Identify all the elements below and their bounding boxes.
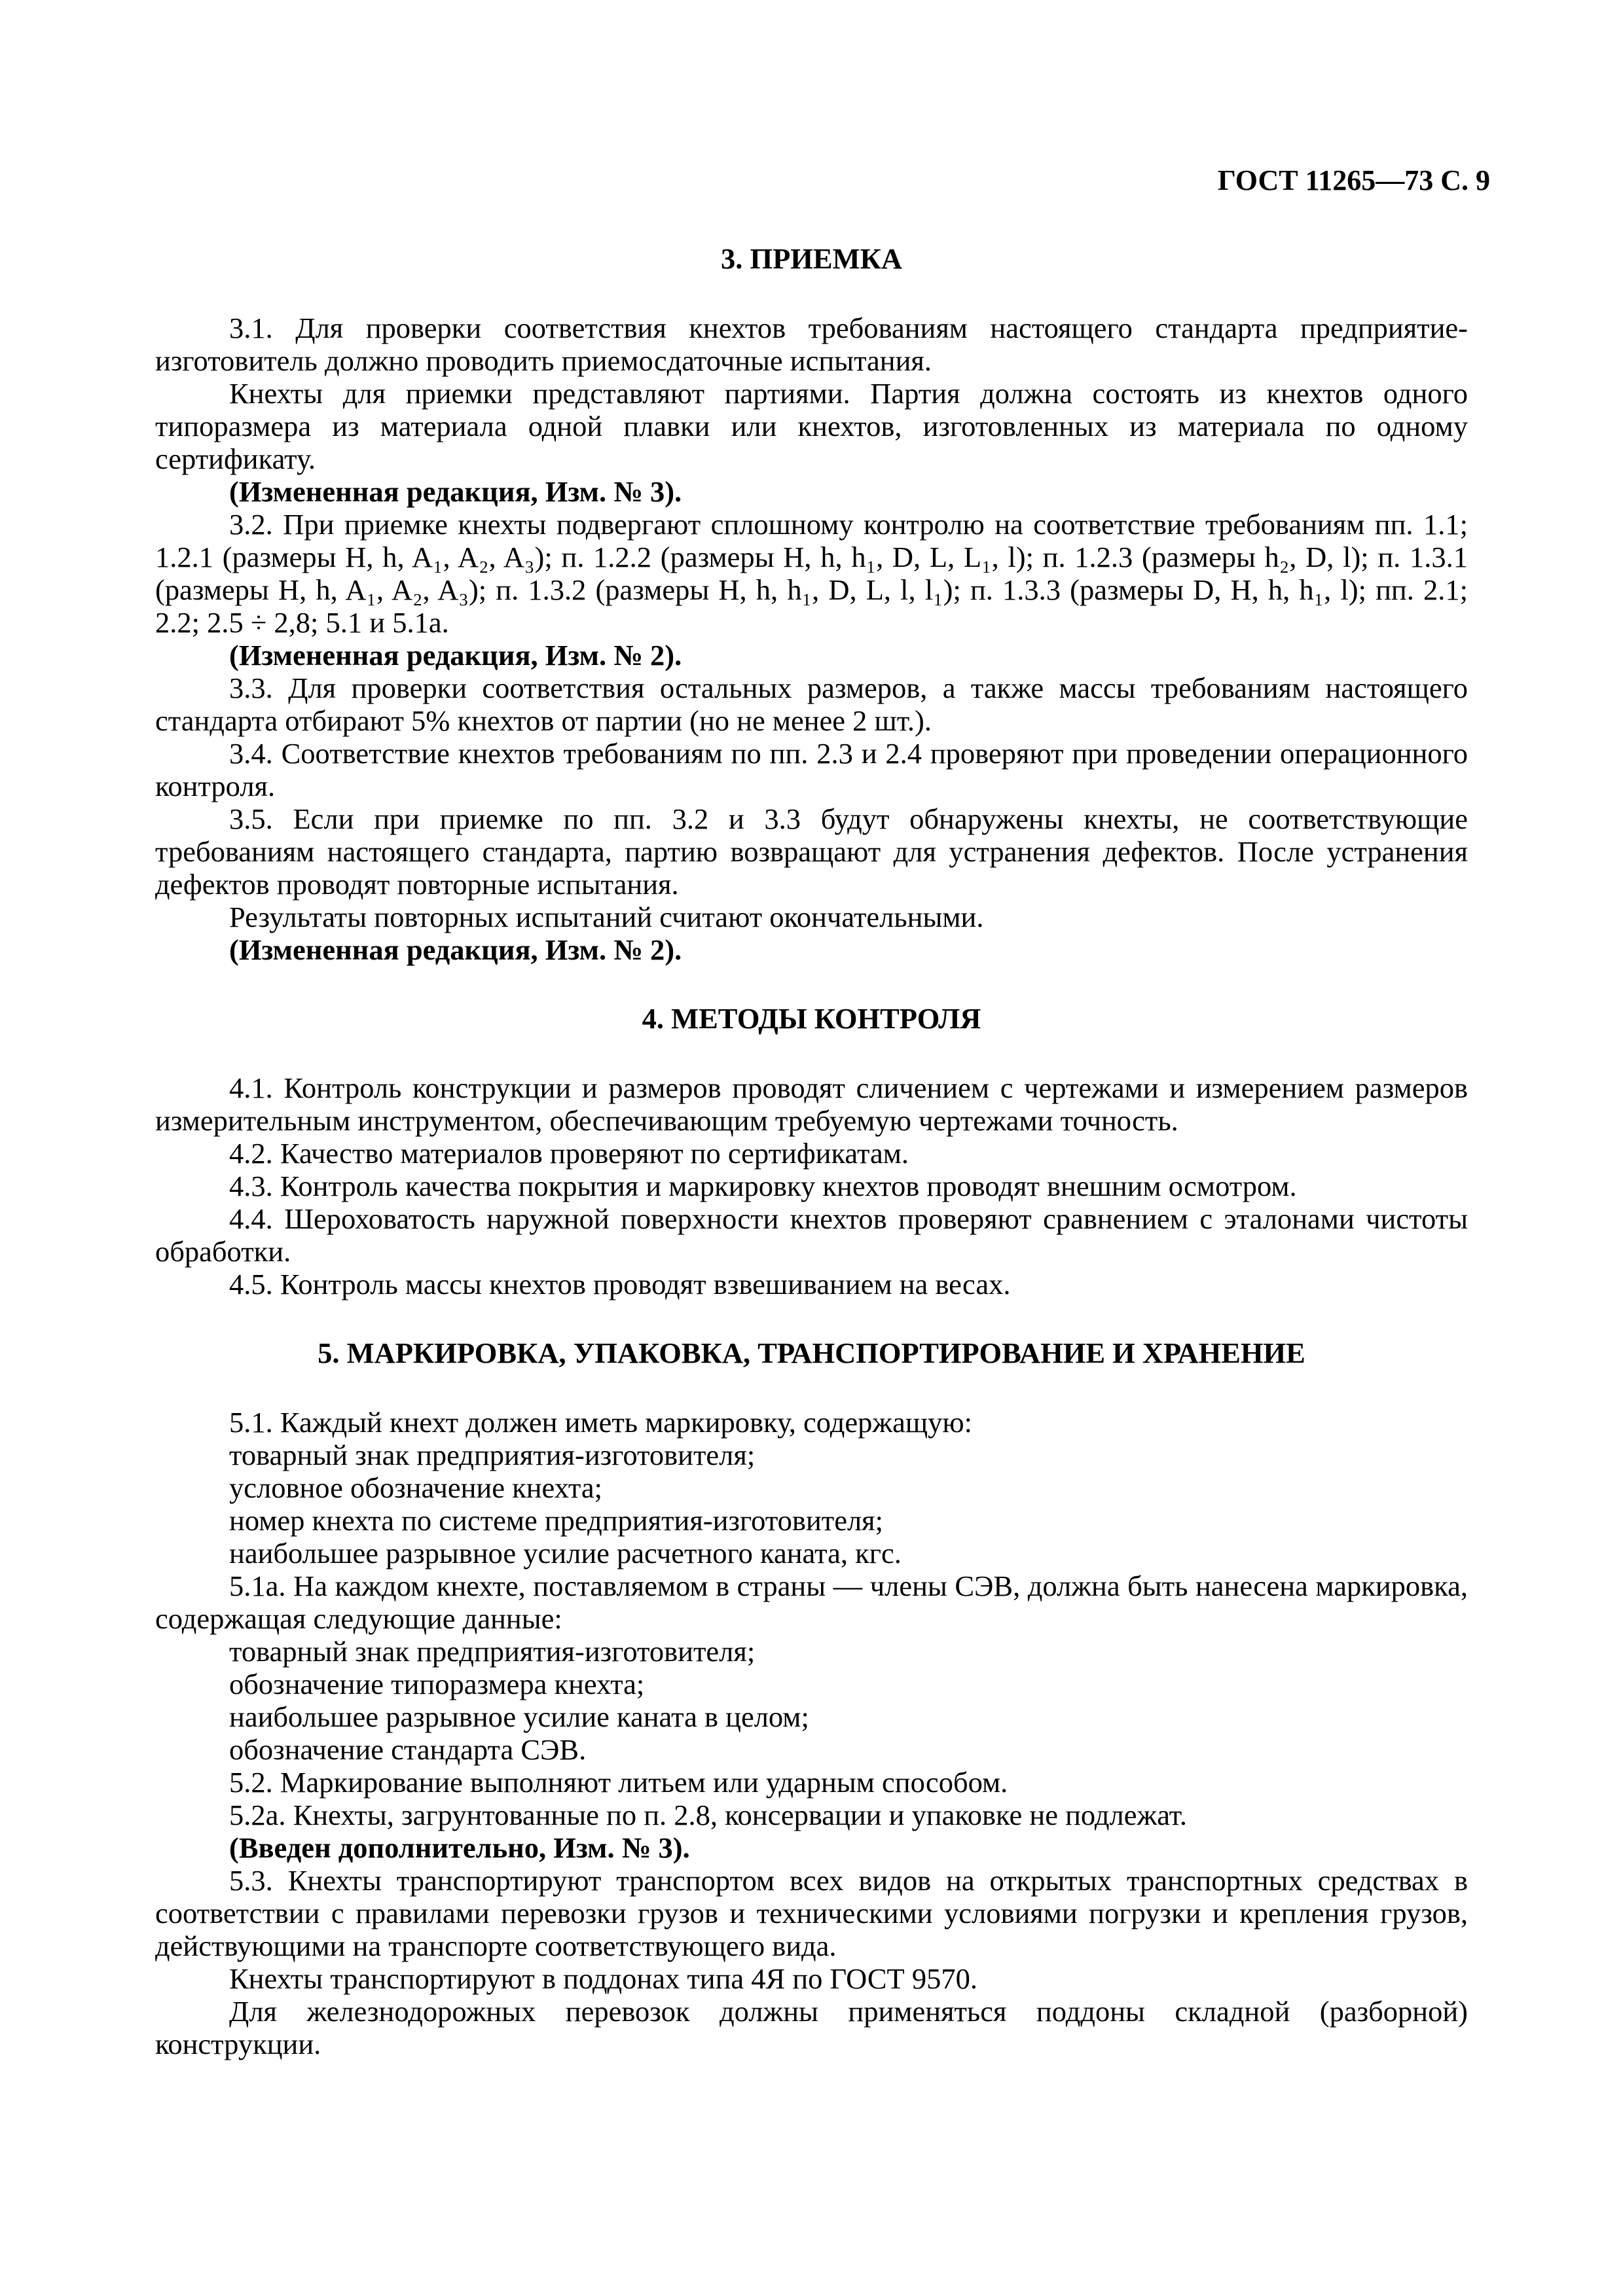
paragraph-4-3: 4.3. Контроль качества покрытия и маркировку кнехтов проводят внешним осмотром.	[229, 1170, 1297, 1202]
list-item: условное обозначение кнехта;	[229, 1471, 602, 1504]
paragraph-3-1-batches: Кнехты для приемки представляют партиями. Партия должна состоять из кнехтов одного типоразмера из материала одной плавки или кнехтов, изготовленных из материала по одному сертификату.	[155, 377, 1468, 475]
section-title-acceptance: 3. ПРИЕМКА	[721, 242, 902, 275]
document-body	[155, 242, 1468, 2060]
paragraph-5-3-pallets: Кнехты транспортируют в поддонах типа 4Я по ГОСТ 9570.	[229, 1962, 977, 1995]
paragraph-3-1: 3.1. Для проверки соответствия кнехтов требованиям настоящего стандарта предприятие-изготовитель должно проводить приемосдаточные испытания.	[155, 312, 1468, 377]
list-item: товарный знак предприятия-изготовителя;	[229, 1439, 756, 1471]
paragraph-5-2: 5.2. Маркирование выполняют литьем или ударным способом.	[229, 1766, 1008, 1799]
amendment-note: (Измененная редакция, Изм. № 3).	[229, 475, 682, 508]
paragraph-4-1: 4.1. Контроль конструкции и размеров проводят сличением с чертежами и измерением размеров измерительным инструментом, обеспечивающим требуемую чертежами точность.	[155, 1071, 1468, 1137]
list-item: наибольшее разрывное усилие каната в целом;	[229, 1700, 809, 1733]
amendment-note: (Измененная редакция, Изм. № 2).	[229, 639, 682, 672]
paragraph-5-3: 5.3. Кнехты транспортируют транспортом всех видов на открытых транспортных средствах в соответствии с правилами перевозки грузов и техническими условиями погрузки и крепления грузов, действующими на транспорте соответствующего вида.	[155, 1864, 1468, 1962]
section-title-control-methods: 4. МЕТОДЫ КОНТРОЛЯ	[642, 1002, 981, 1035]
amendment-note: (Измененная редакция, Изм. № 2).	[229, 933, 682, 966]
paragraph-5-1: 5.1. Каждый кнехт должен иметь маркировку, содержащую:	[229, 1406, 973, 1439]
list-item: наибольшее разрывное усилие расчетного каната, кгс.	[229, 1537, 902, 1570]
list-item: обозначение стандарта СЭВ.	[229, 1733, 587, 1766]
section-title-marking-packaging: 5. МАРКИРОВКА, УПАКОВКА, ТРАНСПОРТИРОВАНИЕ И ХРАНЕНИЕ	[318, 1336, 1305, 1369]
paragraph-5-2a: 5.2а. Кнехты, загрунтованные по п. 2.8, консервации и упаковке не подлежат.	[229, 1799, 1188, 1831]
paragraph-3-2: 3.2. При приемке кнехты подвергают сплошному контролю на соответствие требованиям пп. 1.1; 1.2.1 (размеры H, h, A₁, A₂, A₃); п. 1.2.2 (размеры H, h, h₁, D, L, L₁, l); п. 1.2.3 (размеры h₂, D, l); п. 1.3.1 (размеры H, h, A₁, A₂, A₃); п. 1.3.2 (размеры H, h, h₁, D, L, l, l₁); п. 1.3.3 (размеры D, H, h, h₁, l); пп. 2.1; 2.2; 2.5 ÷ 2,8; 5.1 и 5.1а.	[155, 508, 1468, 639]
paragraph-4-5: 4.5. Контроль массы кнехтов проводят взвешиванием на весах.	[229, 1268, 1011, 1300]
paragraph-3-3: 3.3. Для проверки соответствия остальных размеров, а также массы требованиям настоящего стандарта отбирают 5% кнехтов от партии (но не менее 2 шт.).	[155, 672, 1468, 737]
paragraph-4-4: 4.4. Шероховатость наружной поверхности кнехтов проверяют сравнением с эталонами чистоты обработки.	[155, 1202, 1468, 1268]
page-header: ГОСТ 11265—73 С. 9	[1217, 164, 1490, 196]
list-item: номер кнехта по системе предприятия-изготовителя;	[229, 1504, 883, 1537]
paragraph-3-4: 3.4. Соответствие кнехтов требованиям по пп. 2.3 и 2.4 проверяют при проведении операционного контроля.	[155, 737, 1468, 802]
paragraph-5-1a: 5.1а. На каждом кнехте, поставляемом в страны — члены СЭВ, должна быть нанесена маркировка, содержащая следующие данные:	[155, 1570, 1468, 1635]
list-item: обозначение типоразмера кнехта;	[229, 1668, 645, 1700]
paragraph-5-3-railway: Для железнодорожных перевозок должны применяться поддоны складной (разборной) конструкции.	[155, 1995, 1468, 2060]
amendment-note: (Введен дополнительно, Изм. № 3).	[229, 1831, 690, 1864]
paragraph-4-2: 4.2. Качество материалов проверяют по сертификатам.	[229, 1137, 909, 1170]
list-item: товарный знак предприятия-изготовителя;	[229, 1635, 756, 1668]
paragraph-3-5: 3.5. Если при приемке по пп. 3.2 и 3.3 будут обнаружены кнехты, не соответствующие требованиям настоящего стандарта, партию возвращают для устранения дефектов. После устранения дефектов проводят повторные испытания.	[155, 802, 1468, 901]
paragraph-3-5-results: Результаты повторных испытаний считают окончательными.	[229, 901, 984, 933]
